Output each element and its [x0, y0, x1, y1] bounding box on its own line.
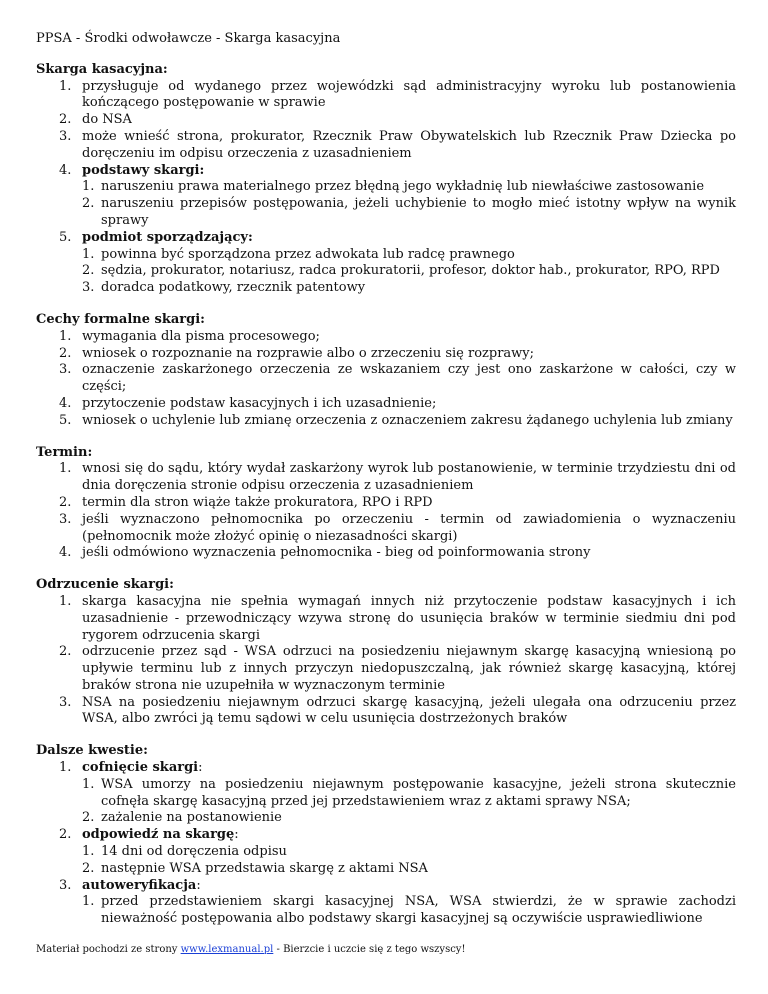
odpowiedz-list	[82, 844, 736, 878]
list-item: 3. doradca podatkowy, rzecznik patentowy	[82, 280, 366, 296]
list-item: 1. wymagania dla pisma procesowego;	[59, 328, 320, 344]
cofniecie-list	[82, 777, 736, 827]
list-item: 1. wnosi się do sądu, który wydał zaskarżony wyrok lub postanowienie, w terminie trzydziestu dni od dnia doręczenia stronie odpisu orzeczenia z uzasadnieniem	[59, 461, 736, 494]
subheading: autoweryfikacja	[82, 877, 197, 893]
section-heading: Odrzucenie skargi:	[36, 577, 174, 593]
list-item: 1. powinna być sporządzona przez adwokata lub radcę prawnego	[82, 246, 515, 262]
list-item: 2. sędzia, prokurator, notariusz, radca prokuratorii, profesor, doktor hab., prokurator, RPO, RPD	[82, 263, 720, 279]
list-item: 3. jeśli wyznaczono pełnomocnika po orzeczeniu - termin od zawiadomienia o wyznaczeniu (pełnomocnik może złożyć opinię o niezasadności skargi)	[59, 511, 736, 544]
list-item: 5. wniosek o uchylenie lub zmianę orzeczenia z oznaczeniem zakresu żądanego uchylenia lub zmiany	[59, 412, 733, 428]
list-item: 1. skarga kasacyjna nie spełnia wymagań innych niż przytoczenie podstaw kasacyjnych i ich uzasadnienie - przewodniczący wzywa stronę do usunięcia braków w terminie siedmiu dni pod rygorem odrzucenia skargi	[59, 593, 736, 643]
section-heading: Cechy formalne skargi:	[36, 311, 205, 327]
odrzucenie-list	[36, 594, 736, 728]
skarga-list	[36, 79, 736, 297]
footer-text: Materiał pochodzi ze strony	[36, 944, 181, 955]
list-item: 1. WSA umorzy na posiedzeniu niejawnym postępowanie kasacyjne, jeżeli strona skutecznie cofnęła skargę kasacyjną przed jej przedstawieniem wraz z aktami sprawy NSA;	[82, 776, 736, 809]
section-dalsze-kwestie	[36, 743, 736, 928]
section-heading: Dalsze kwestie:	[36, 743, 148, 759]
termin-list	[36, 461, 736, 562]
list-item: 4. jeśli odmówiono wyznaczenia pełnomocnika - bieg od poinformowania strony	[59, 545, 591, 561]
list-item: 2. następnie WSA przedstawia skargę z aktami NSA	[82, 860, 428, 876]
section-heading: Termin:	[36, 444, 93, 460]
list-item: 1. naruszeniu prawa materialnego przez błędną jego wykładnię lub niewłaściwe zastosowanie	[82, 179, 705, 195]
page-footer	[36, 944, 756, 956]
list-item: 2. naruszeniu przepisów postępowania, jeżeli uchybienie to mogło mieć istotny wpływ na wynik sprawy	[82, 196, 736, 228]
subheading: podmiot sporządzający:	[82, 229, 253, 245]
list-item: 1. przysługuje od wydanego przez wojewódzki sąd administracyjny wyroku lub postanowienia kończącego postępowanie w sprawie	[59, 78, 736, 111]
subheading: podstawy skargi:	[82, 162, 205, 178]
dalsze-list	[36, 760, 736, 928]
list-item: 3. NSA na posiedzeniu niejawnym odrzuci skargę kasacyjną, jeżeli ulegała ona odrzuceniu przez WSA, albo zwróci ją temu sądowi w celu usunięcia dostrzeżonych braków	[59, 694, 736, 727]
page-title: PPSA - Środki odwoławcze - Skarga kasacyjna	[36, 31, 341, 46]
section-skarga-kasacyjna	[36, 62, 736, 297]
section-odrzucenie	[36, 577, 736, 728]
podmiot-list	[82, 247, 736, 297]
list-item: 2. termin dla stron wiąże także prokuratora, RPO i RPD	[59, 494, 433, 510]
footer-text: - Bierzcie i uczcie się z tego wszyscy!	[273, 944, 466, 955]
section-cechy-formalne	[36, 312, 736, 430]
list-item: 2. odrzucenie przez sąd - WSA odrzuci na posiedzeniu niejawnym skargę kasacyjną wniesioną po upływie terminu lub z innych przyczyn niedopuszczalną, jak również skargę kasacyjną, której braków strona nie uzupełniła w wyznaczonym terminie	[59, 644, 736, 693]
autoweryfikacja-list	[82, 894, 736, 928]
subheading: odpowiedź na skargę	[82, 827, 235, 843]
list-item: 3. może wnieść strona, prokurator, Rzecznik Praw Obywatelskich lub Rzecznik Praw Dziecka po doręczeniu im odpisu orzeczenia z uzasadnieniem	[59, 128, 736, 161]
podstawy-list	[82, 179, 736, 229]
section-heading: Skarga kasacyjna:	[36, 61, 168, 77]
list-item: 3. oznaczenie zaskarżonego orzeczenia ze wskazaniem czy jest ono zaskarżone w całości, czy w części;	[59, 362, 736, 395]
list-item: 4. przytoczenie podstaw kasacyjnych i ich uzasadnienie;	[59, 395, 437, 411]
section-termin	[36, 445, 736, 563]
cechy-list	[36, 329, 736, 430]
list-item: 2. zażalenie na postanowienie	[82, 810, 282, 826]
list-item: 1. cofnięcie skargi: 1. WSA umorzy na posiedzeniu niejawnym postępowanie kasacyjne, jeżeli strona skutecznie cofnęła skargę kasacyjną przed jej przedstawieniem wraz z aktami sprawy NSA; 2. zażalenie na postanowienie	[59, 760, 736, 826]
list-item: 2. wniosek o rozpoznanie na rozprawie albo o zrzeczeniu się rozprawy;	[59, 345, 535, 361]
list-item: 5. podmiot sporządzający: 1. powinna być sporządzona przez adwokata lub radcę prawnego 2. sędzia, prokurator, notariusz, radca prokuratorii, profesor, doktor hab., prokurator, RPO, RPD 3. doradca podatkowy, rzecznik patentowy	[36, 230, 736, 297]
list-item: 3. autoweryfikacja: 1. przed przedstawieniem skargi kasacyjnej NSA, WSA stwierdzi, że w sprawie zachodzi nieważność postępowania albo podstawy skargi kasacyjnej są oczywiście usprawiedliwione	[59, 877, 736, 927]
list-item: 2. odpowiedź na skargę: 1. 14 dni od doręczenia odpisu 2. następnie WSA przedstawia skargę z aktami NSA	[36, 827, 736, 877]
document-page	[36, 31, 736, 943]
list-item: 1. przed przedstawieniem skargi kasacyjnej NSA, WSA stwierdzi, że w sprawie zachodzi nieważność postępowania albo podstawy skargi kasacyjnej są oczywiście usprawiedliwione	[82, 894, 736, 927]
footer-link[interactable]: www.lexmanual.pl	[180, 944, 274, 955]
list-item: 1. 14 dni od doręczenia odpisu	[82, 844, 287, 860]
subheading: cofnięcie skargi	[82, 760, 199, 776]
list-item: 2. do NSA	[59, 112, 132, 128]
list-item: 4. podstawy skargi: 1. naruszeniu prawa materialnego przez błędną jego wykładnię lub niewłaściwe zastosowanie 2. naruszeniu przepisów postępowania, jeżeli uchybienie to mogło mieć istotny wpływ na wynik sprawy	[59, 162, 736, 228]
